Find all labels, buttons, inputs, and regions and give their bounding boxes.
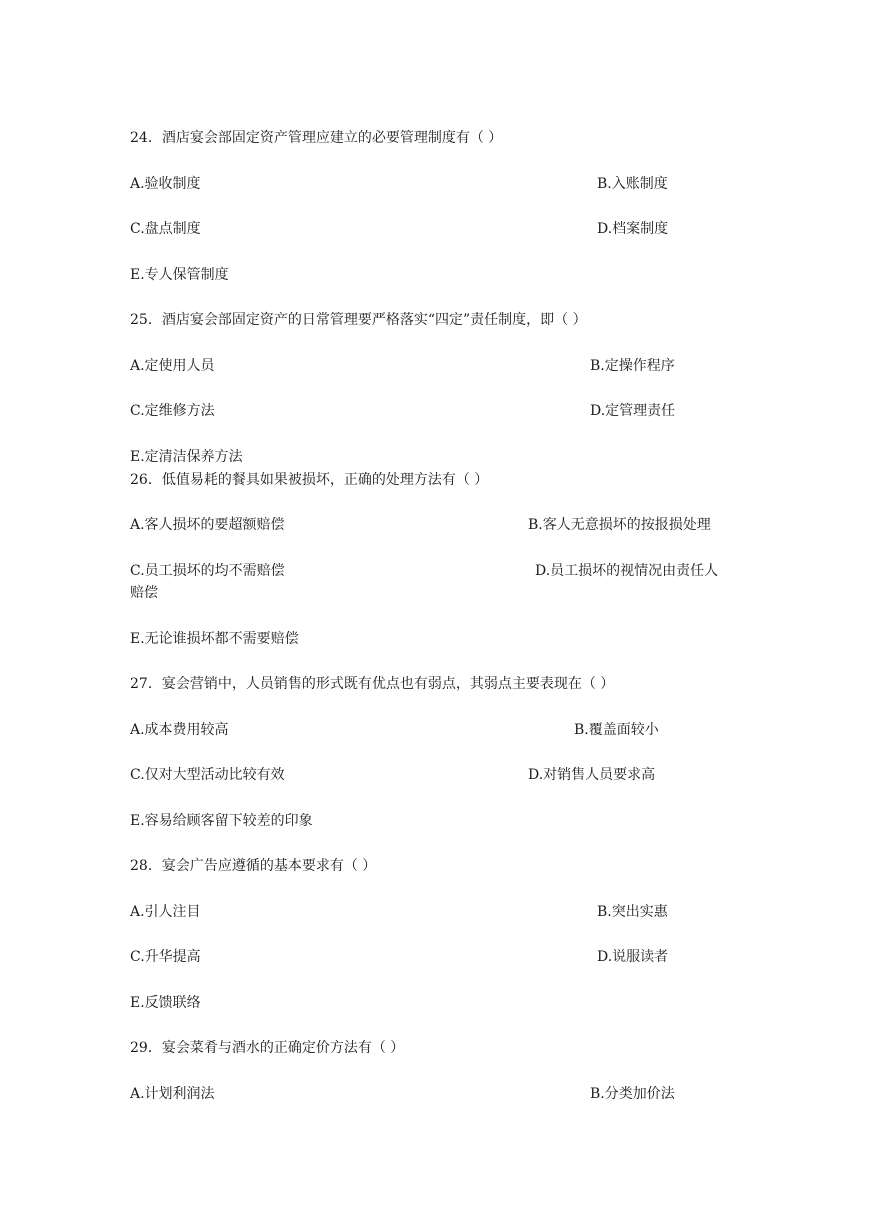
question-29-option-a: A.计划利润法 bbox=[130, 1086, 215, 1102]
question-26-option-a: A.客人损坏的要超额赔偿 bbox=[130, 517, 285, 533]
question-27-stem: 27．宴会营销中，人员销售的形式既有优点也有弱点，其弱点主要表现在（ ） bbox=[130, 676, 615, 692]
question-24-option-b: B.入账制度 bbox=[597, 176, 668, 192]
question-25-option-d: D.定管理责任 bbox=[590, 403, 676, 419]
question-28-option-d: D.说服读者 bbox=[597, 949, 669, 965]
question-27-option-d: D.对销售人员要求高 bbox=[528, 767, 656, 783]
question-28-option-b: B.突出实惠 bbox=[597, 904, 668, 920]
question-28-option-e: E.反馈联络 bbox=[130, 995, 201, 1011]
question-28-option-c: C.升华提高 bbox=[130, 949, 201, 965]
question-28-option-a: A.引人注目 bbox=[130, 904, 201, 920]
question-24-option-a: A.验收制度 bbox=[130, 176, 201, 192]
question-26-stem: 26．低值易耗的餐具如果被损坏，正确的处理方法有（ ） bbox=[130, 472, 489, 488]
question-25-option-e: E.定清洁保养方法 bbox=[130, 449, 243, 465]
question-27-option-e: E.容易给顾客留下较差的印象 bbox=[130, 813, 313, 829]
question-26-option-d-continuation: 赔偿 bbox=[130, 585, 158, 601]
question-24-option-d: D.档案制度 bbox=[597, 221, 669, 237]
question-25-option-b: B.定操作程序 bbox=[590, 358, 675, 374]
question-25-option-c: C.定维修方法 bbox=[130, 403, 215, 419]
question-26-option-c: C.员工损坏的均不需赔偿 bbox=[130, 563, 285, 579]
question-29-stem: 29．宴会菜肴与酒水的正确定价方法有（ ） bbox=[130, 1040, 405, 1056]
question-28-stem: 28．宴会广告应遵循的基本要求有（ ） bbox=[130, 858, 377, 874]
question-25-stem: 25．酒店宴会部固定资产的日常管理要严格落实“四定”责任制度，即（ ） bbox=[130, 312, 587, 328]
question-26-option-b: B.客人无意损坏的按报损处理 bbox=[528, 517, 711, 533]
question-27-option-a: A.成本费用较高 bbox=[130, 722, 229, 738]
question-24-option-e: E.专人保管制度 bbox=[130, 267, 229, 283]
question-26-option-d: D.员工损坏的视情况由责任人 bbox=[535, 563, 719, 579]
question-24-stem: 24．酒店宴会部固定资产管理应建立的必要管理制度有（ ） bbox=[130, 130, 503, 146]
question-25-option-a: A.定使用人员 bbox=[130, 358, 215, 374]
question-27-option-b: B.覆盖面较小 bbox=[574, 722, 659, 738]
question-24-option-c: C.盘点制度 bbox=[130, 221, 201, 237]
question-26-option-e: E.无论谁损坏都不需要赔偿 bbox=[130, 631, 299, 647]
question-29-option-b: B.分类加价法 bbox=[590, 1086, 675, 1102]
question-27-option-c: C.仅对大型活动比较有效 bbox=[130, 767, 285, 783]
